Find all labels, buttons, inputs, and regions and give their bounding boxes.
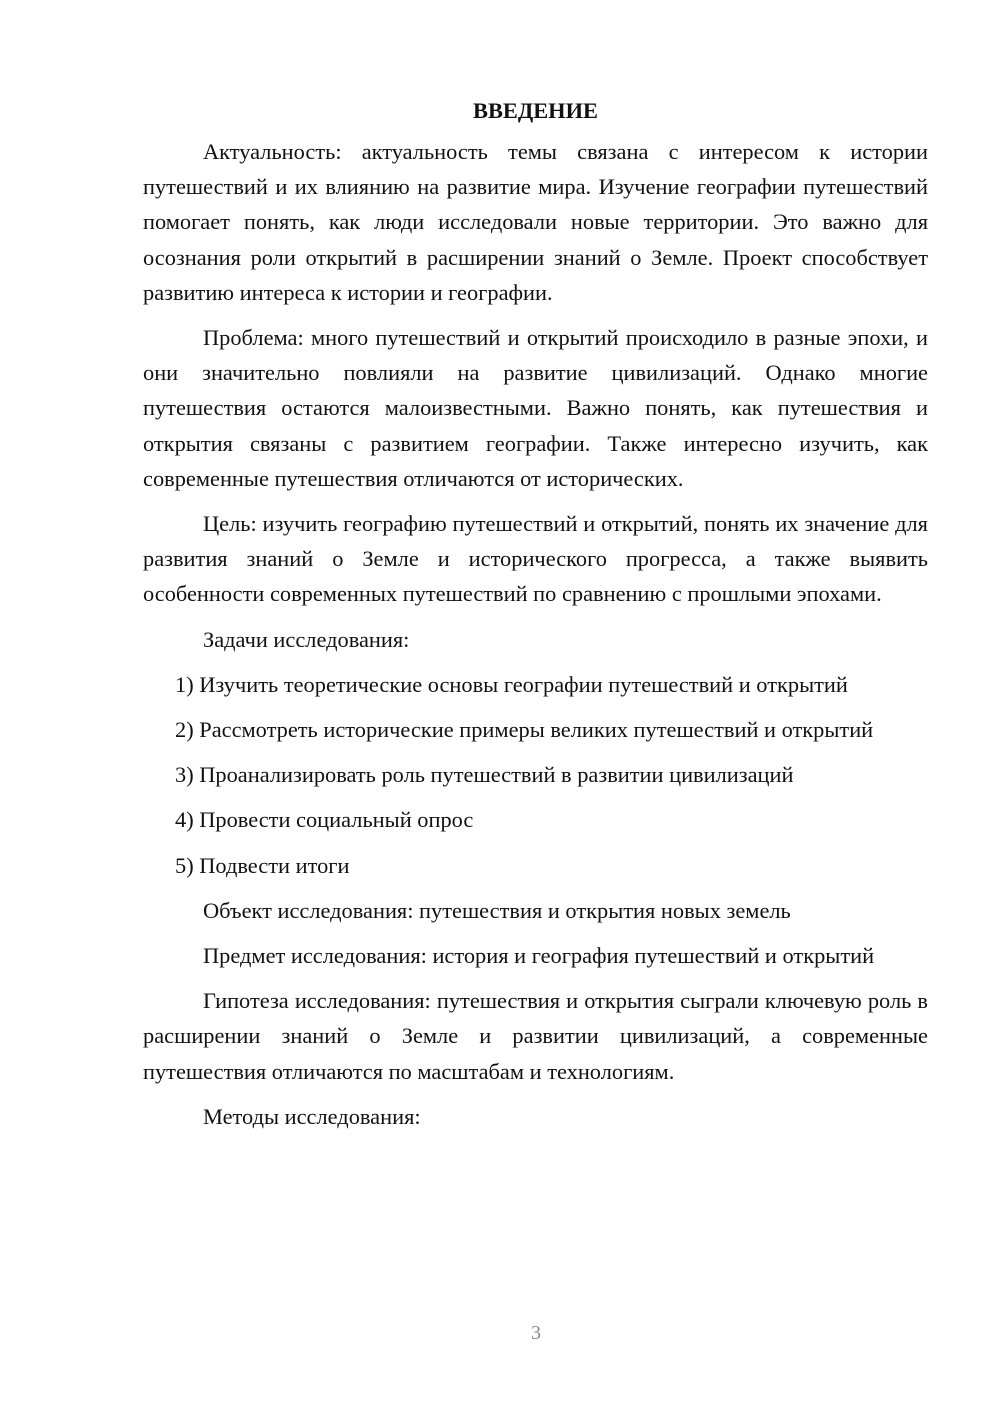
list-item: 5) Подвести итоги [175,852,350,878]
paragraph-relevance: Актуальность: актуальность темы связана с интересом к истории путешествий и их влиянию на развитие мира. Изучение географии путешествий помогает понять, как люди исследовали новые территории. Это важно для осознания роли открытий в расширении знаний о Земле. Проект способствует развитию интереса к истории и географии. [143,139,928,305]
list-item: 3) Проанализировать роль путешествий в развитии цивилизаций [175,762,794,788]
page-number: 3 [531,1322,541,1344]
paragraph-hypothesis: Гипотеза исследования: путешествия и открытия сыграли ключевую роль в расширении знаний о Земле и развитии цивилизаций, а современные путешествия отличаются по масштабам и технологиям. [143,988,928,1084]
paragraph-subject: Предмет исследования: история и география путешествий и открытий [203,943,875,969]
paragraph-goal: Цель: изучить географию путешествий и открытий, понять их значение для развития знаний о Земле и исторического прогресса, а также выявить особенности современных путешествий по сравнению с прошлыми эпохами. [143,511,928,607]
tasks-list [143,667,928,883]
list-item: 2) Рассмотреть исторические примеры великих путешествий и открытий [175,717,874,743]
list-item: 4) Провести социальный опрос [175,807,474,833]
paragraph-problem: Проблема: много путешествий и открытий происходило в разные эпохи, и они значительно повлияли на развитие цивилизаций. Однако многие путешествия остаются малоизвестными. Важно понять, как путешествия и открытия связаны с развитием географии. Также интересно изучить, как современные путешествия отличаются от исторических. [143,325,928,491]
paragraph-object: Объект исследования: путешествия и открытия новых земель [203,897,791,923]
page-content [143,93,928,1144]
list-item: 1) Изучить теоретические основы географии путешествий и открытий [175,671,848,697]
section-title: ВВЕДЕНИЕ [473,98,598,123]
methods-heading: Методы исследования: [203,1103,421,1129]
tasks-heading: Задачи исследования: [203,626,410,652]
